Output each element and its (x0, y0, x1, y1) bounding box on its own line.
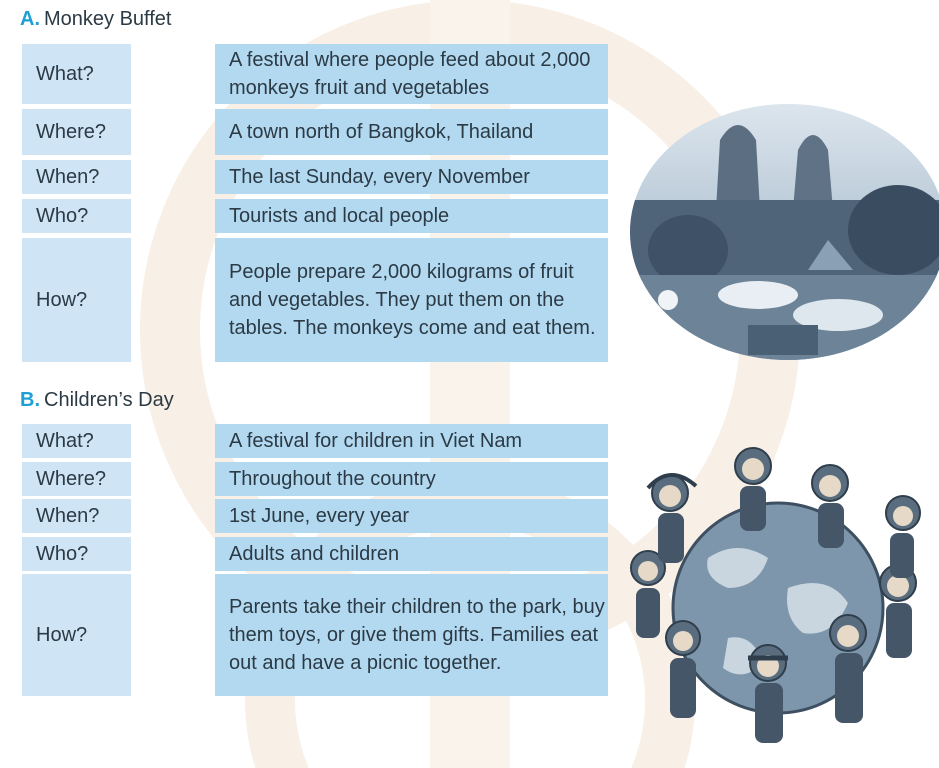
section-b-title (20, 389, 174, 412)
table-a-answer-when: The last Sunday, every November (215, 160, 608, 194)
table-b-answer-where: Throughout the country (215, 462, 608, 496)
monkey-buffet-photo-icon (628, 100, 939, 363)
table-b-answer-how: Parents take their children to the park, buy them toys, or give them gifts. Families eat out and have a picnic together. (215, 574, 608, 696)
table-a-question-where: Where? (22, 109, 131, 155)
table-b-question-where: Where? (22, 462, 131, 496)
table-a-answer-what: A festival where people feed about 2,000 monkeys fruit and vegetables (215, 44, 608, 104)
table-b-question-what: What? (22, 424, 131, 458)
table-b-answer-who: Adults and children (215, 537, 608, 571)
table-b-answer-what: A festival for children in Viet Nam (215, 424, 608, 458)
section-a-heading: Monkey Buffet (44, 8, 172, 30)
table-a-answer-who: Tourists and local people (215, 199, 608, 233)
section-a-letter: A. (20, 8, 40, 30)
table-a-question-how: How? (22, 238, 131, 362)
table-a-question-who: Who? (22, 199, 131, 233)
table-a-question-when: When? (22, 160, 131, 194)
section-b-heading: Children’s Day (44, 389, 174, 411)
table-a-answer-where: A town north of Bangkok, Thailand (215, 109, 608, 155)
table-a-answer-how: People prepare 2,000 kilograms of fruit and vegetables. They put them on the tables. The monkeys come and eat them. (215, 238, 608, 362)
table-b-question-who: Who? (22, 537, 131, 571)
table-b-question-how: How? (22, 574, 131, 696)
table-b-question-when: When? (22, 499, 131, 533)
section-a-title (20, 8, 171, 31)
section-b-letter: B. (20, 389, 40, 411)
children-around-globe-illustration-icon (618, 438, 936, 760)
table-b-answer-when: 1st June, every year (215, 499, 608, 533)
table-a-question-what: What? (22, 44, 131, 104)
